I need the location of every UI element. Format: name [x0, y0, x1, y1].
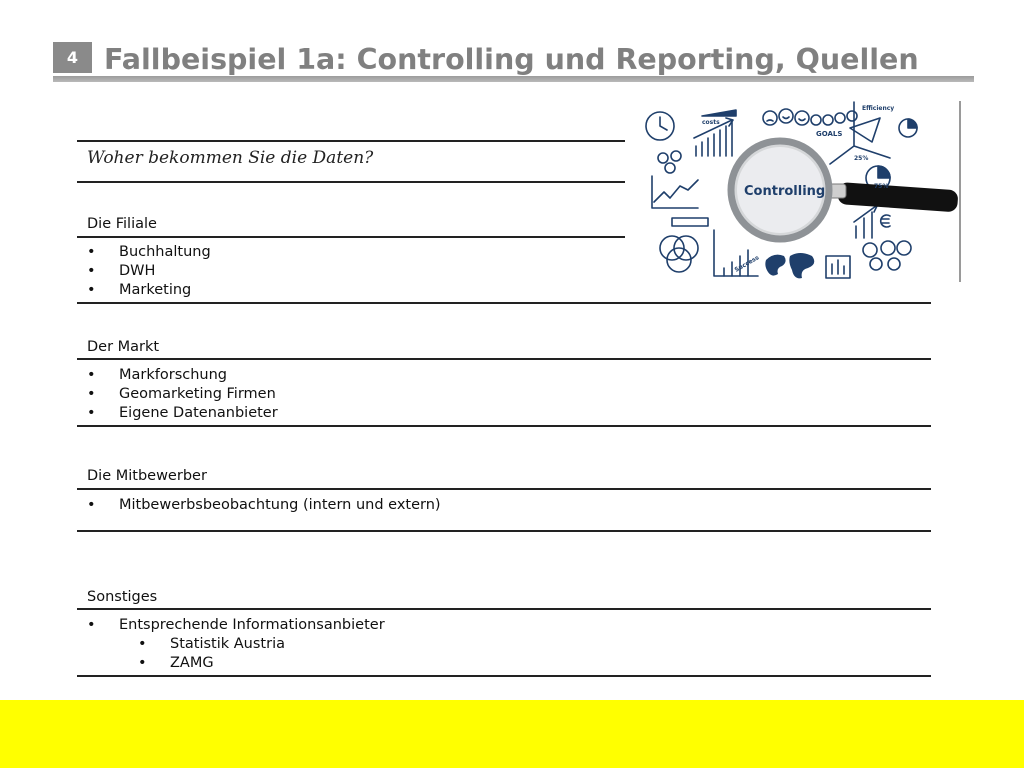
- bullet-icon: •: [87, 405, 96, 421]
- gears-row-icon: [863, 241, 911, 270]
- bullet-icon: •: [138, 655, 147, 671]
- list-item-text: Geomarketing Firmen: [119, 386, 276, 402]
- section-heading-mitbewerber: Die Mitbewerber: [87, 468, 207, 484]
- list-item-text: Statistik Austria: [170, 636, 285, 652]
- list-item-text: Entsprechende Informationsanbieter: [119, 617, 385, 633]
- list-item-text: Buchhaltung: [119, 244, 211, 260]
- smiley-icons: [763, 109, 809, 125]
- list-item-text: Markforschung: [119, 367, 227, 383]
- percent-a-label: 25%: [854, 155, 869, 162]
- bar-box-icon: [826, 256, 850, 278]
- bullet-icon: •: [87, 617, 96, 633]
- rule-filiale-head: [77, 236, 625, 238]
- section-heading-markt: Der Markt: [87, 339, 160, 355]
- rule-sonstiges-head: [77, 608, 931, 610]
- list-markt: [87, 366, 278, 423]
- costs-label: costs: [702, 119, 720, 126]
- efficiency-label: Efficiency: [862, 105, 895, 112]
- list-item-text: Eigene Datenanbieter: [119, 405, 278, 421]
- bullet-icon: •: [138, 636, 147, 652]
- goals-label: GOALS: [816, 130, 843, 138]
- list-item: [87, 496, 441, 515]
- list-item-text: Mitbewerbsbeobachtung (intern und extern): [119, 497, 441, 513]
- list-item-text: DWH: [119, 263, 156, 279]
- footer-band: [0, 700, 1024, 768]
- bullet-icon: •: [87, 263, 96, 279]
- list-item: [87, 366, 278, 385]
- section-heading-filiale: Die Filiale: [87, 216, 157, 232]
- bullet-icon: •: [87, 497, 96, 513]
- sub-list-item: [87, 654, 385, 673]
- rule-markt-bottom: [77, 425, 931, 427]
- rule-sonstiges-bottom: [77, 675, 931, 677]
- controlling-label: Controlling: [744, 184, 826, 199]
- line-chart-icon: [652, 176, 708, 226]
- list-item: [87, 616, 385, 635]
- bullet-icon: •: [87, 386, 96, 402]
- list-item-text: ZAMG: [170, 655, 214, 671]
- goals-icon: [811, 111, 857, 125]
- section-heading-sonstiges: Sonstiges: [87, 589, 158, 605]
- sub-list-item: [87, 635, 385, 654]
- success-label: Success: [733, 254, 761, 274]
- percent-b-label: 75%: [874, 183, 889, 190]
- pie-chart-icon: [899, 119, 917, 137]
- bullet-icon: •: [87, 244, 96, 260]
- slide-title: Fallbeispiel 1a: Controlling und Reporting, Quellen: [104, 43, 919, 76]
- rule-question-top: [77, 140, 625, 142]
- rule-mitbewerber-head: [77, 488, 931, 490]
- list-filiale: [87, 243, 211, 300]
- venn-diagram-icon: [660, 236, 698, 272]
- list-item: [87, 262, 211, 281]
- controlling-illustration: [640, 98, 960, 284]
- list-item-text: Marketing: [119, 282, 192, 298]
- list-item: [87, 243, 211, 262]
- euro-bars-icon: [854, 204, 890, 238]
- slide-number-badge: [53, 42, 92, 73]
- world-map-icon: [765, 253, 814, 278]
- rule-mitbewerber-bottom: [77, 530, 931, 532]
- list-mitbewerber: [87, 496, 441, 515]
- slide-number: 4: [66, 48, 79, 67]
- bar-growth-icon: [694, 110, 736, 156]
- list-item: [87, 281, 211, 300]
- question-text: Woher bekommen Sie die Daten?: [87, 148, 374, 168]
- rule-question-bottom: [77, 181, 625, 183]
- list-sonstiges: [87, 616, 385, 673]
- clock-icon: [646, 112, 674, 140]
- rule-markt-head: [77, 358, 931, 360]
- rule-filiale-bottom: [77, 302, 931, 304]
- gears-icon: [658, 151, 681, 173]
- bullet-icon: •: [87, 282, 96, 298]
- bullet-icon: •: [87, 367, 96, 383]
- list-item: [87, 385, 278, 404]
- list-item: [87, 404, 278, 423]
- title-underline: [53, 76, 974, 82]
